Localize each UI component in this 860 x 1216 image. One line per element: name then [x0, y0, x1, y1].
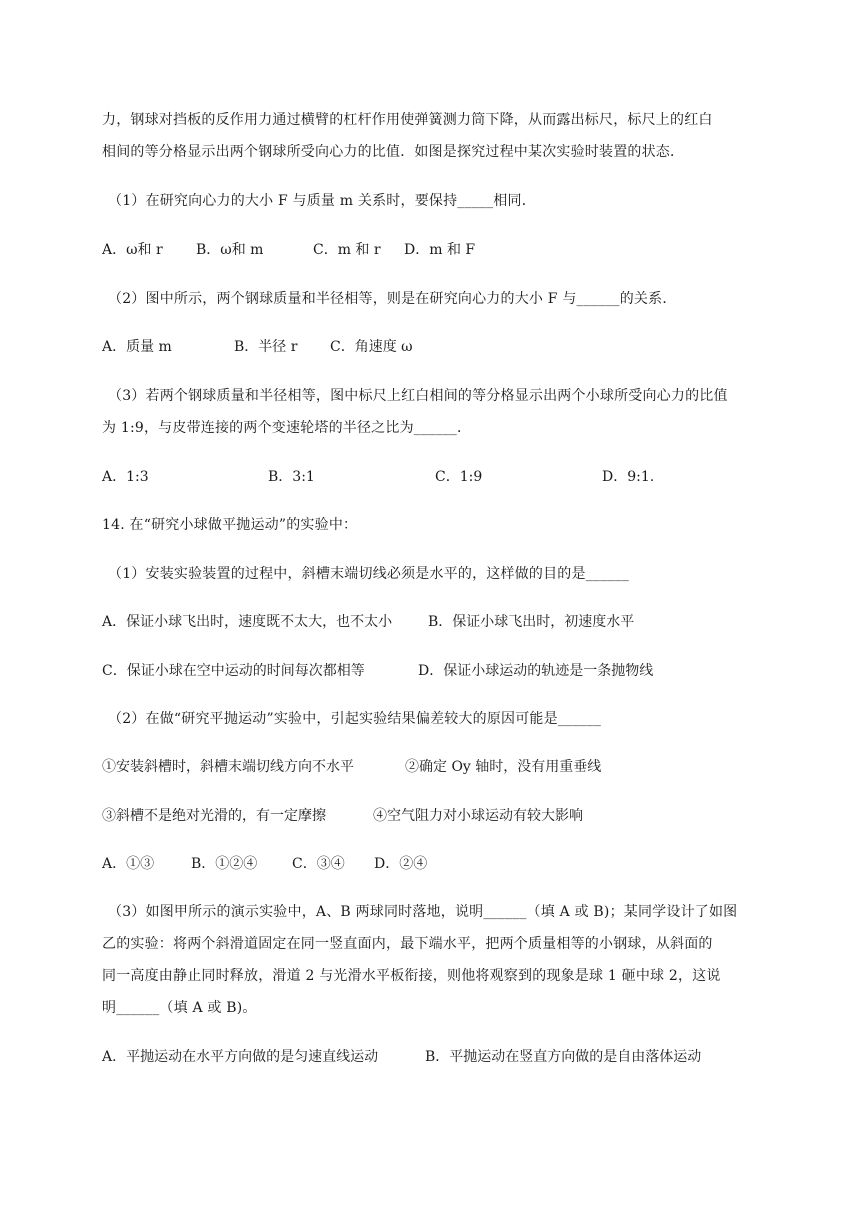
q13-3-option-a: A．1:3: [102, 469, 149, 485]
q13-3-stem-line-2: 为 1:9，与皮带连接的两个变速轮塔的半径之比为______．: [102, 420, 472, 436]
q14-1-option-c: C．保证小球在空中运动的时间每次都相等: [102, 663, 365, 679]
q13-1-option-c: C．m 和 r: [313, 242, 381, 258]
q13-2-option-a: A．质量 m: [102, 339, 172, 355]
q13-3-option-d: D．9:1.: [602, 469, 655, 485]
q14-3-line-2: 乙的实验：将两个斜滑道固定在同一竖直面内，最下端水平，把两个质量相等的小钢球，从斜面的: [102, 936, 713, 952]
q14-3-option-a: A．平抛运动在水平方向做的是匀速直线运动: [102, 1049, 379, 1065]
q14-3-line-3: 同一高度由静止同时释放，滑道 2 与光滑水平板衔接，则他将观察到的现象是球 1 砸中球 2，这说: [102, 968, 721, 984]
q14-2-option-c: C．③④: [292, 856, 345, 872]
intro-line-1: 力，钢球对挡板的反作用力通过横臂的杠杆作用使弹簧测力筒下降，从而露出标尺，标尺上的红白: [102, 112, 713, 128]
q14-2-option-a: A．①③: [102, 856, 155, 872]
q14-3-line-1: （3）如图甲所示的演示实验中，A、B 两球同时落地，说明______（填 A 或 B)；某同学设计了如图: [108, 904, 738, 920]
q13-1-option-d: D．m 和 F: [404, 242, 476, 258]
q13-1-stem: （1）在研究向心力的大小 F 与质量 m 关系时，要保持_____相同．: [108, 193, 536, 209]
q14-2-statement-3: ③斜槽不是绝对光滑的，有一定摩擦: [102, 808, 326, 824]
q14-1-option-d: D．保证小球运动的轨迹是一条抛物线: [418, 663, 654, 679]
q14-3-line-4: 明______（填 A 或 B)。: [102, 1000, 257, 1016]
q13-3-option-b: B．3:1: [268, 469, 315, 485]
q14-2-option-b: B．①②④: [191, 856, 258, 872]
q14-2-option-d: D．②④: [374, 856, 428, 872]
q13-2-stem: （2）图中所示，两个钢球质量和半径相等，则是在研究向心力的大小 F 与______的关系．: [108, 291, 677, 307]
q13-2-option-c: C．角速度 ω: [330, 339, 413, 355]
q13-1-option-a: A．ω和 r: [102, 242, 163, 258]
q14-1-option-a: A．保证小球飞出时，速度既不太大，也不太小: [102, 614, 393, 630]
q14-2-statement-2: ②确定 Oy 轴时，没有用重垂线: [405, 759, 602, 775]
q13-2-option-b: B．半径 r: [234, 339, 298, 355]
q14-2-statement-1: ①安装斜槽时，斜槽末端切线方向不水平: [102, 759, 354, 775]
q14-1-stem: （1）安装实验装置的过程中，斜槽末端切线必须是水平的，这样做的目的是______: [108, 566, 629, 582]
intro-line-2: 相间的等分格显示出两个钢球所受向心力的比值．如图是探究过程中某次实验时装置的状态．: [102, 144, 685, 160]
q14-1-option-b: B．保证小球飞出时，初速度水平: [428, 614, 635, 630]
q14-3-option-b: B．平抛运动在竖直方向做的是自由落体运动: [425, 1049, 702, 1065]
q13-3-option-c: C．1:9: [435, 469, 483, 485]
q14-title: 14. 在“研究小球做平抛运动”的实验中：: [102, 517, 358, 533]
q13-3-stem-line-1: （3）若两个钢球质量和半径相等，图中标尺上红白相间的等分格显示出两个小球所受向心力的比值: [108, 388, 728, 404]
q14-2-statement-4: ④空气阻力对小球运动有较大影响: [373, 808, 583, 824]
q13-1-option-b: B．ω和 m: [196, 242, 264, 258]
q14-2-stem: （2）在做“研究平抛运动”实验中，引起实验结果偏差较大的原因可能是______: [108, 711, 602, 727]
